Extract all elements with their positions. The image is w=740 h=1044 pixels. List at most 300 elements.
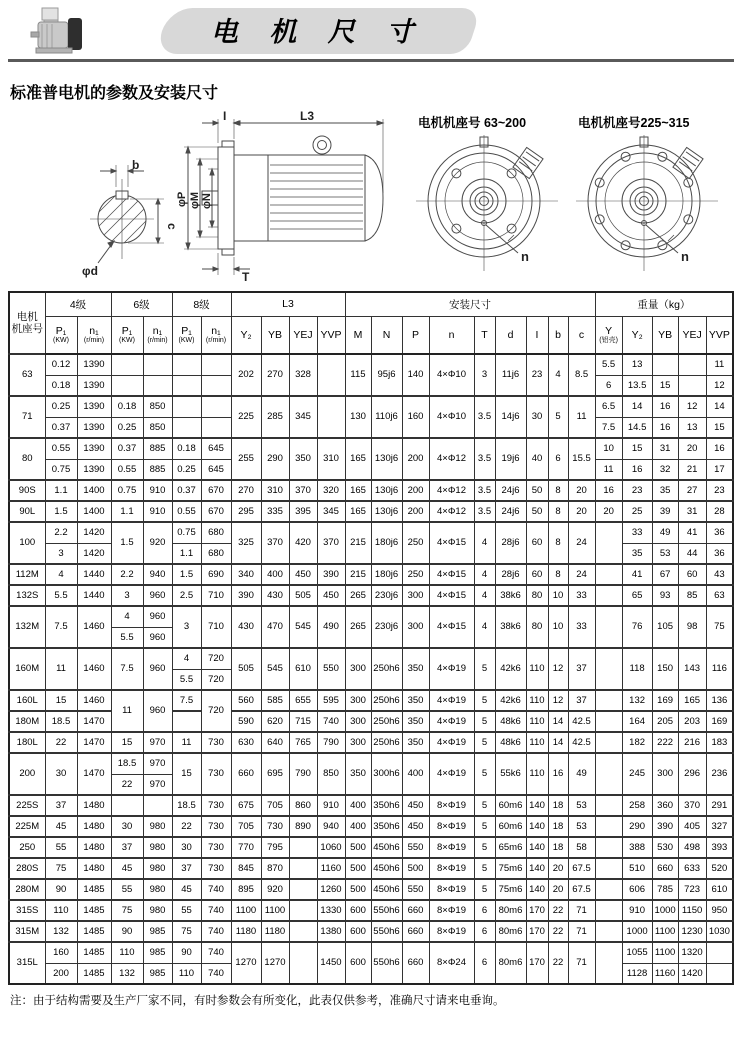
flange-large-title: 电机机座号225~315: [578, 116, 690, 130]
table-cell: 60m6: [495, 816, 526, 837]
table-cell: 18.5: [172, 795, 201, 816]
table-cell: 71: [568, 900, 595, 921]
table-cell: 4×Φ19: [429, 690, 474, 711]
table-cell: 15: [172, 753, 201, 795]
table-cell: [595, 858, 622, 879]
table-cell: 8.5: [568, 354, 595, 396]
table-cell: 80: [9, 438, 45, 480]
table-cell: 45: [172, 879, 201, 900]
flange-small-drawing: [412, 129, 562, 279]
table-cell: 8: [548, 522, 568, 564]
table-cell: 53: [568, 816, 595, 837]
table-cell: 850: [143, 396, 172, 417]
header-frame-line1: 电机: [16, 310, 38, 323]
header-install: 安装尺寸: [345, 292, 595, 316]
table-cell: 505: [289, 585, 317, 606]
table-header: [9, 292, 733, 354]
table-cell: 250: [402, 522, 429, 564]
table-cell: 970: [143, 732, 172, 753]
table-cell: 67.5: [568, 858, 595, 879]
table-cell: 11j6: [495, 354, 526, 396]
table-cell: 71: [568, 921, 595, 942]
header-n1-8pole: n₁ (r/min): [201, 316, 231, 354]
table-cell: 230j6: [371, 606, 402, 648]
table-cell: 33: [622, 522, 652, 543]
table-cell: 165: [345, 438, 371, 480]
table-cell: [595, 816, 622, 837]
table-cell: 1400: [77, 501, 111, 522]
table-row: [9, 837, 733, 858]
table-cell: 730: [201, 858, 231, 879]
header-l3-yb: YB: [261, 316, 289, 354]
table-cell: 740: [201, 900, 231, 921]
table-cell: 5.5: [595, 354, 622, 375]
table-cell: 76: [622, 606, 652, 648]
header-weight-y: Y (铝壳): [595, 316, 622, 354]
table-cell: 980: [143, 837, 172, 858]
table-cell: 690: [201, 564, 231, 585]
table-cell: 960: [143, 606, 172, 627]
table-cell: 300: [345, 711, 371, 732]
table-cell: 112M: [9, 564, 45, 585]
table-cell: 335: [261, 501, 289, 522]
table-cell: 90: [111, 921, 143, 942]
table-cell: 0.25: [45, 396, 77, 417]
table-cell: 23: [526, 354, 548, 396]
table-cell: 132S: [9, 585, 45, 606]
table-cell: 2.2: [111, 564, 143, 585]
table-cell: 340: [231, 564, 261, 585]
table-cell: 730: [261, 816, 289, 837]
table-cell: 160M: [9, 648, 45, 690]
table-cell: 225: [231, 396, 261, 438]
table-row: [9, 795, 733, 816]
table-cell: 200: [402, 480, 429, 501]
table-cell: 90L: [9, 501, 45, 522]
table-cell: 5: [474, 795, 495, 816]
table-cell: [595, 585, 622, 606]
table-cell: [595, 732, 622, 753]
table-cell: 18.5: [111, 753, 143, 774]
table-cell: 1485: [77, 879, 111, 900]
table-cell: 940: [143, 564, 172, 585]
table-cell: 640: [261, 732, 289, 753]
table-cell: 740: [201, 879, 231, 900]
table-cell: 5: [474, 753, 495, 795]
table-cell: [289, 900, 317, 921]
table-cell: 1150: [678, 900, 706, 921]
table-cell: 970: [143, 774, 172, 795]
table-cell: 0.12: [45, 354, 77, 375]
table-cell: 550: [317, 648, 345, 690]
table-cell: 765: [289, 732, 317, 753]
table-cell: 910: [317, 795, 345, 816]
table-cell: 705: [261, 795, 289, 816]
table-cell: [172, 396, 201, 417]
table-cell: 4×Φ19: [429, 753, 474, 795]
table-cell: 71: [568, 942, 595, 984]
table-cell: 100: [9, 522, 45, 564]
table-cell: 790: [317, 732, 345, 753]
table-cell: 143: [678, 648, 706, 690]
table-cell: 13: [622, 354, 652, 375]
header-n1-6pole: n₁ (r/min): [143, 316, 172, 354]
table-cell: 35: [622, 543, 652, 564]
table-cell: 49: [568, 753, 595, 795]
table-cell: 390: [231, 585, 261, 606]
page-header: [0, 0, 740, 62]
table-cell: 660: [402, 900, 429, 921]
table-cell: 140: [402, 354, 429, 396]
table-cell: 345: [317, 501, 345, 522]
table-cell: 5: [474, 711, 495, 732]
table-cell: 180L: [9, 732, 45, 753]
dim-phi-m-label: φM: [189, 191, 201, 209]
table-cell: 205: [652, 711, 678, 732]
table-cell: 55: [172, 900, 201, 921]
table-cell: 13: [678, 417, 706, 438]
dim-phi-d-label: φd: [82, 264, 98, 278]
table-cell: 910: [622, 900, 652, 921]
table-cell: 327: [706, 816, 733, 837]
table-cell: 1390: [77, 459, 111, 480]
table-cell: 770: [231, 837, 261, 858]
table-cell: 1380: [317, 921, 345, 942]
table-cell: [289, 921, 317, 942]
table-cell: 18: [548, 816, 568, 837]
table-cell: 222: [652, 732, 678, 753]
table-cell: 20: [678, 438, 706, 459]
table-cell: 1160: [317, 858, 345, 879]
dim-b-label: b: [132, 158, 140, 172]
table-cell: 118: [622, 648, 652, 690]
table-cell: 300h6: [371, 753, 402, 795]
table-cell: 4: [548, 354, 568, 396]
table-cell: 895: [231, 879, 261, 900]
table-cell: 720: [201, 690, 231, 732]
table-cell: 730: [201, 732, 231, 753]
table-row: [9, 879, 733, 900]
table-cell: 1055: [622, 942, 652, 963]
table-cell: 8×Φ19: [429, 900, 474, 921]
table-cell: 490: [317, 606, 345, 648]
table-cell: 4×Φ12: [429, 501, 474, 522]
table-cell: 12: [706, 375, 733, 396]
table-cell: 20: [595, 501, 622, 522]
table-cell: 1100: [261, 900, 289, 921]
table-cell: 1480: [77, 795, 111, 816]
table-cell: 8×Φ19: [429, 879, 474, 900]
table-cell: 0.25: [111, 417, 143, 438]
table-cell: 280S: [9, 858, 45, 879]
table-cell: 1440: [77, 564, 111, 585]
table-cell: 202: [231, 354, 261, 396]
table-cell: 33: [568, 585, 595, 606]
table-cell: 43: [706, 564, 733, 585]
table-cell: 850: [143, 417, 172, 438]
table-cell: 110: [526, 753, 548, 795]
table-cell: 20: [568, 501, 595, 522]
table-cell: 600: [345, 900, 371, 921]
table-cell: 250h6: [371, 711, 402, 732]
table-cell: 675: [231, 795, 261, 816]
table-cell: 8×Φ19: [429, 858, 474, 879]
table-cell: 315S: [9, 900, 45, 921]
table-row: [9, 942, 733, 963]
table-cell: 850: [317, 753, 345, 795]
table-cell: 110: [45, 900, 77, 921]
table-cell: 960: [143, 690, 172, 732]
table-cell: 0.75: [111, 480, 143, 501]
table-cell: 28j6: [495, 564, 526, 585]
table-cell: 740: [201, 942, 231, 963]
table-cell: 4×Φ15: [429, 585, 474, 606]
table-cell: 132: [45, 921, 77, 942]
header-frame-line2: 机座号: [11, 323, 43, 335]
table-cell: 75: [45, 858, 77, 879]
table-cell: [595, 879, 622, 900]
table-cell: 450: [402, 795, 429, 816]
table-cell: 1470: [77, 753, 111, 795]
table-cell: 15: [652, 375, 678, 396]
table-cell: 165: [345, 501, 371, 522]
table-cell: 4: [111, 606, 143, 627]
table-cell: 660: [231, 753, 261, 795]
table-cell: 1270: [261, 942, 289, 984]
flange-large-drawing: [572, 129, 722, 279]
table-cell: 1320: [678, 942, 706, 963]
header-d: d: [495, 316, 526, 354]
table-cell: 1480: [77, 837, 111, 858]
table-cell: 30: [172, 837, 201, 858]
table-cell: 500: [345, 879, 371, 900]
table-cell: [201, 375, 231, 396]
table-row: [9, 480, 733, 501]
table-cell: 80: [526, 585, 548, 606]
table-cell: 1.5: [45, 501, 77, 522]
table-cell: 11: [706, 354, 733, 375]
dim-i-label: I: [223, 109, 227, 123]
table-cell: 6.5: [595, 396, 622, 417]
table-cell: 12: [548, 690, 568, 711]
table-cell: 24j6: [495, 480, 526, 501]
table-row: [9, 438, 733, 459]
table-cell: 105: [652, 606, 678, 648]
table-cell: 500: [345, 837, 371, 858]
table-cell: 300: [402, 606, 429, 648]
technical-drawings: [0, 107, 740, 289]
table-cell: [595, 753, 622, 795]
motor-photo: [28, 4, 90, 63]
header-n: N: [371, 316, 402, 354]
header-n-holes: n: [429, 316, 474, 354]
table-cell: 14: [548, 711, 568, 732]
table-cell: 53: [568, 795, 595, 816]
table-cell: 60: [526, 522, 548, 564]
table-cell: 6: [474, 900, 495, 921]
table-cell: 10: [548, 585, 568, 606]
table-row: [9, 858, 733, 879]
table-cell: 55: [111, 879, 143, 900]
table-cell: 0.55: [172, 501, 201, 522]
table-cell: 48k6: [495, 711, 526, 732]
table-cell: 55: [45, 837, 77, 858]
table-cell: 30: [526, 396, 548, 438]
table-cell: 44: [678, 543, 706, 564]
table-cell: 660: [652, 858, 678, 879]
table-cell: 1100: [652, 942, 678, 963]
table-cell: 16: [652, 396, 678, 417]
table-cell: 5: [548, 396, 568, 438]
table-cell: 24: [568, 564, 595, 585]
table-cell: 110: [526, 711, 548, 732]
shaft-section-drawing: [80, 135, 185, 285]
table-cell: [201, 417, 231, 438]
table-cell: 1260: [317, 879, 345, 900]
table-cell: 5.5: [172, 669, 201, 690]
table-cell: 1450: [317, 942, 345, 984]
table-cell: 60m6: [495, 795, 526, 816]
table-cell: 530: [652, 837, 678, 858]
table-cell: [595, 942, 622, 984]
table-cell: 550h6: [371, 921, 402, 942]
table-cell: 498: [678, 837, 706, 858]
table-cell: 300: [345, 648, 371, 690]
table-cell: 182: [622, 732, 652, 753]
table-cell: 22: [548, 900, 568, 921]
table-cell: 0.55: [45, 438, 77, 459]
table-cell: 20: [548, 858, 568, 879]
table-cell: 4: [474, 564, 495, 585]
table-cell: 950: [706, 900, 733, 921]
table-cell: 67: [652, 564, 678, 585]
table-cell: 1470: [77, 711, 111, 732]
table-cell: 8×Φ19: [429, 795, 474, 816]
table-cell: 2.2: [45, 522, 77, 543]
table-cell: 610: [706, 879, 733, 900]
table-cell: 8×Φ19: [429, 921, 474, 942]
table-cell: 0.25: [172, 459, 201, 480]
table-cell: 38k6: [495, 606, 526, 648]
table-cell: 13.5: [622, 375, 652, 396]
table-cell: 200: [9, 753, 45, 795]
table-cell: 3.5: [474, 480, 495, 501]
table-cell: 470: [261, 606, 289, 648]
table-cell: 18: [548, 795, 568, 816]
table-cell: 655: [289, 690, 317, 711]
table-cell: [172, 354, 201, 375]
table-cell: 3: [172, 606, 201, 648]
table-cell: 140: [526, 816, 548, 837]
header-m: M: [345, 316, 371, 354]
table-cell: 55k6: [495, 753, 526, 795]
table-cell: [678, 354, 706, 375]
table-cell: 22: [548, 942, 568, 984]
table-cell: 110j6: [371, 396, 402, 438]
table-cell: 250h6: [371, 732, 402, 753]
table-cell: 258: [622, 795, 652, 816]
table-cell: 1440: [77, 585, 111, 606]
table-cell: [111, 354, 143, 375]
table-cell: 345: [289, 396, 317, 438]
table-cell: 450: [317, 585, 345, 606]
table-cell: 80: [526, 606, 548, 648]
table-cell: 885: [143, 438, 172, 459]
table-cell: [317, 396, 345, 438]
table-cell: 75: [706, 606, 733, 648]
table-cell: [289, 858, 317, 879]
table-cell: 6: [595, 375, 622, 396]
table-cell: 1180: [261, 921, 289, 942]
table-cell: 150: [652, 648, 678, 690]
table-cell: 450: [289, 564, 317, 585]
table-cell: 720: [201, 669, 231, 690]
table-cell: 40: [526, 438, 548, 480]
table-cell: 550: [402, 879, 429, 900]
header-weight-yej: YEJ: [678, 316, 706, 354]
table-cell: 670: [201, 501, 231, 522]
table-cell: 45: [111, 858, 143, 879]
table-cell: [289, 879, 317, 900]
table-cell: 140: [526, 837, 548, 858]
table-cell: 180j6: [371, 522, 402, 564]
table-cell: 33: [568, 606, 595, 648]
table-cell: 4×Φ19: [429, 711, 474, 732]
table-cell: 115: [345, 354, 371, 396]
table-cell: 30: [111, 816, 143, 837]
table-cell: 200: [45, 963, 77, 984]
table-cell: 400: [345, 795, 371, 816]
table-cell: 22: [45, 732, 77, 753]
table-cell: 216: [678, 732, 706, 753]
table-cell: 980: [143, 900, 172, 921]
table-cell: 169: [652, 690, 678, 711]
table-cell: 1480: [77, 816, 111, 837]
table-cell: 14: [706, 396, 733, 417]
table-cell: 140: [526, 795, 548, 816]
table-cell: 14: [622, 396, 652, 417]
table-cell: 280M: [9, 879, 45, 900]
table-cell: 430: [231, 606, 261, 648]
table-cell: [652, 354, 678, 375]
table-cell: [706, 963, 733, 984]
table-cell: 38k6: [495, 585, 526, 606]
table-cell: 270: [261, 354, 289, 396]
table-cell: 255: [231, 438, 261, 480]
table-cell: 37: [568, 690, 595, 711]
table-cell: 1390: [77, 375, 111, 396]
table-body: [9, 354, 733, 984]
table-cell: 0.37: [45, 417, 77, 438]
table-cell: 93: [652, 585, 678, 606]
table-cell: 400: [402, 753, 429, 795]
table-cell: 37: [111, 837, 143, 858]
table-cell: 1420: [678, 963, 706, 984]
table-cell: 295: [231, 501, 261, 522]
table-cell: 215: [345, 564, 371, 585]
table-cell: 200: [402, 501, 429, 522]
table-cell: 328: [289, 354, 317, 396]
table-cell: 5.5: [45, 585, 77, 606]
table-cell: 300: [345, 732, 371, 753]
header-p: P: [402, 316, 429, 354]
table-cell: 20: [568, 480, 595, 501]
table-cell: 58: [568, 837, 595, 858]
table-cell: 1100: [231, 900, 261, 921]
table-cell: 1160: [652, 963, 678, 984]
table-cell: 1390: [77, 396, 111, 417]
table-cell: 4: [172, 648, 201, 669]
